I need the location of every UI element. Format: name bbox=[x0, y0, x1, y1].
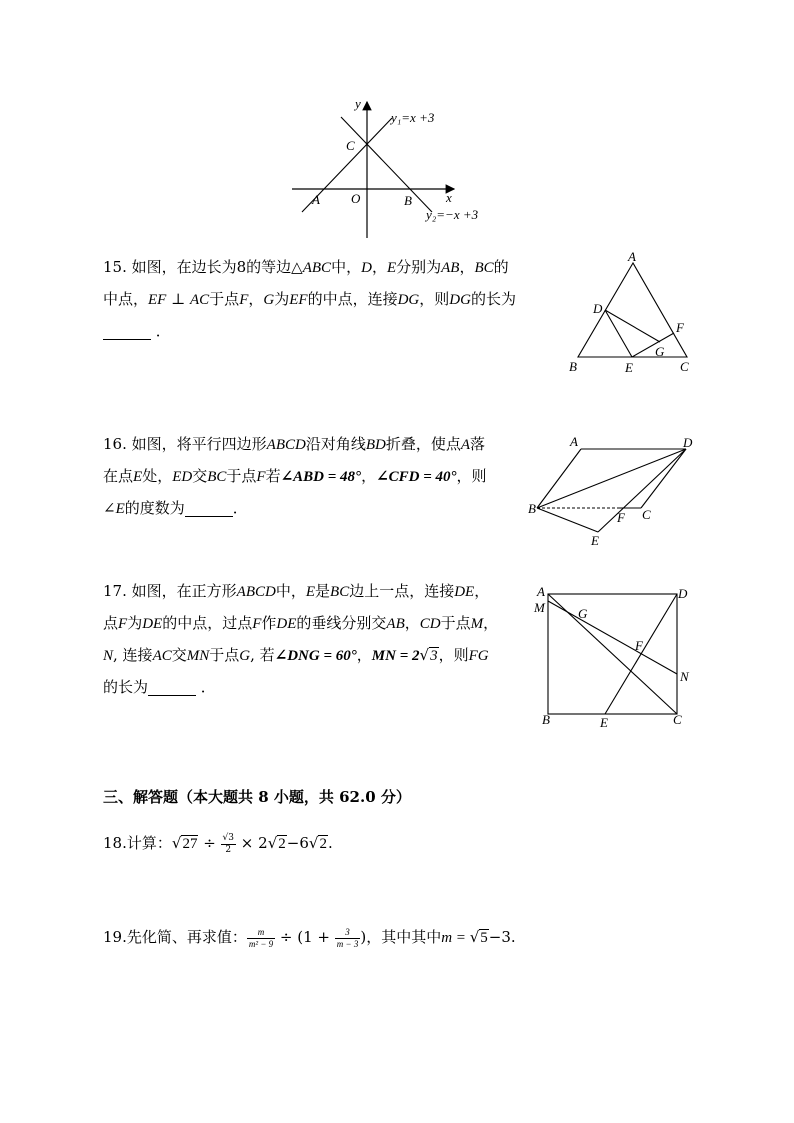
q15-fig-b: B bbox=[569, 359, 577, 374]
q19-sqrt-sign: √ bbox=[469, 928, 480, 946]
q15-fig-e: E bbox=[625, 360, 633, 375]
q18-line bbox=[103, 828, 333, 860]
q18-sqrt2b: 2 bbox=[319, 836, 327, 852]
q16-text-2b: 处， bbox=[142, 467, 173, 485]
q19-end: . bbox=[510, 928, 516, 946]
q17-fg: FG bbox=[468, 648, 489, 664]
q15-ab: AB bbox=[441, 260, 460, 276]
q15-fig-f: F bbox=[676, 320, 684, 335]
q17-e: E bbox=[305, 584, 316, 600]
q18-div: ÷ bbox=[198, 834, 221, 852]
q17-fig-f: F bbox=[635, 638, 643, 653]
q17-f2: F bbox=[252, 616, 262, 632]
x-axis-label: x bbox=[446, 190, 452, 205]
q15-d: D bbox=[361, 260, 372, 276]
q16-text-1c: 折叠，使点 bbox=[385, 435, 461, 453]
q19-meq: m = bbox=[441, 930, 470, 946]
q19-mid: ，其中其中 bbox=[366, 928, 442, 946]
q19-label: 先化简、再求值： bbox=[126, 928, 247, 946]
q18-end: . bbox=[327, 834, 333, 852]
q18-times: × 2 bbox=[236, 834, 268, 852]
q19-number: 19. bbox=[103, 928, 127, 946]
q16-text-1d: 落 bbox=[470, 435, 486, 453]
q18-frac-den: 2 bbox=[225, 844, 232, 855]
q17-text-2f: 于点 bbox=[440, 614, 471, 632]
q17-de2: DE bbox=[142, 616, 163, 632]
q17-ac: AC bbox=[152, 648, 172, 664]
q17-f: F bbox=[118, 616, 128, 632]
q17-fig-n: N bbox=[680, 669, 689, 684]
q17-text-4a: 的长为 bbox=[103, 678, 149, 696]
line-y1-label: y₁=x +3 bbox=[391, 110, 435, 125]
q16-text-2f: ，则 bbox=[456, 467, 487, 485]
q18-sqrt-sign-1: √ bbox=[171, 834, 182, 852]
q17-fig-d: D bbox=[678, 586, 688, 601]
q16-fig-c: C bbox=[642, 507, 651, 522]
q16-angle-e: ∠E bbox=[103, 501, 125, 517]
q19-frac1-num: m bbox=[247, 927, 275, 939]
q17-text-2c: 的中点，过点 bbox=[162, 614, 253, 632]
q19-close: ) bbox=[360, 928, 367, 946]
q16-bc: BC bbox=[207, 469, 227, 485]
q19-line bbox=[103, 922, 516, 954]
q17-mn: MN bbox=[186, 648, 210, 664]
q17-text-3b: 交 bbox=[171, 646, 187, 664]
q18-frac-num: √3 bbox=[222, 832, 235, 843]
q16-text-1b: 沿对角线 bbox=[305, 435, 366, 453]
q15-ac: AC bbox=[190, 292, 210, 308]
q16-fig-b: B bbox=[528, 501, 536, 516]
section-3-title: 三、解答题（本大题共 8 小题，共 62.0 分） bbox=[103, 788, 411, 806]
q16-text-2e: 若 bbox=[265, 467, 281, 485]
q16-fig-d: D bbox=[683, 435, 693, 450]
q18-sqrt-sign-3: √ bbox=[308, 834, 319, 852]
q16-text-2d: 于点 bbox=[226, 467, 257, 485]
q16-e: E bbox=[133, 469, 143, 485]
q15-ef: EF bbox=[148, 292, 167, 308]
q19-frac2-num: 3 bbox=[335, 927, 361, 939]
q15-text-2f: 的长为 bbox=[470, 290, 516, 308]
q18-sqrt2a: 2 bbox=[278, 836, 286, 852]
q18-fraction bbox=[221, 833, 236, 856]
q15-fig-g: G bbox=[655, 344, 665, 359]
q17-de: DE bbox=[454, 584, 475, 600]
q15-g: G bbox=[263, 292, 275, 308]
q16-fig-f: F bbox=[617, 510, 625, 525]
q17-text-1c: 是 bbox=[315, 582, 331, 600]
q18-frac-num-value: 3 bbox=[228, 832, 235, 843]
q19-fraction-1 bbox=[247, 927, 275, 950]
q16-text-2c: 交 bbox=[192, 467, 208, 485]
q16-end: ． bbox=[232, 499, 248, 517]
q17-text-1b: 中， bbox=[275, 582, 306, 600]
q17-fig-a: A bbox=[537, 584, 545, 599]
q17-sep3: ， bbox=[356, 646, 372, 664]
q17-text-1a: 如图，在正方形 bbox=[131, 582, 237, 600]
q19-frac1-den: m² − 9 bbox=[248, 938, 274, 949]
q17-ab: AB bbox=[386, 616, 405, 632]
point-c-label: C bbox=[346, 138, 355, 153]
q17-mn2: MN = 2 bbox=[371, 648, 420, 664]
q15-fig-c: C bbox=[680, 359, 689, 374]
line-y2-label: y₂=−x +3 bbox=[426, 207, 479, 222]
q15-ef2: EF bbox=[289, 292, 308, 308]
q15-text-1c: 分别为 bbox=[396, 258, 442, 276]
q17-text-3d: , 若 bbox=[250, 646, 275, 664]
q16-text-2a: 在点 bbox=[103, 467, 134, 485]
q15-text-1b: 中， bbox=[331, 258, 362, 276]
q17-text-2d: 作 bbox=[261, 614, 277, 632]
q15-dg: DG bbox=[397, 292, 420, 308]
q15-sep3: ， bbox=[248, 290, 264, 308]
q15-abc: ABC bbox=[302, 260, 332, 276]
q17-n: N bbox=[103, 648, 114, 664]
q17-fig-c: C bbox=[673, 712, 682, 727]
q15-fig-d: D bbox=[593, 301, 603, 316]
q16-abcd: ABCD bbox=[266, 437, 306, 453]
q15-e: E bbox=[386, 260, 397, 276]
q16-text-1a: 如图，将平行四边形 bbox=[131, 435, 267, 453]
q19-minus3: −3 bbox=[488, 928, 511, 946]
q16-cond1: ∠ABD = 48° bbox=[280, 469, 362, 485]
q17-fig-e: E bbox=[600, 715, 608, 730]
q17-m: M bbox=[470, 616, 484, 632]
q17-text-2b: 为 bbox=[127, 614, 143, 632]
section-3-heading bbox=[103, 782, 411, 813]
q15-text-2b: 于点 bbox=[209, 290, 240, 308]
q17-fig-b: B bbox=[542, 712, 550, 727]
q19-fraction-2 bbox=[335, 927, 361, 950]
q19-frac2-den: m − 3 bbox=[336, 938, 359, 949]
q17-sqrt3: 3 bbox=[430, 648, 438, 664]
q15-sep2: ， bbox=[459, 258, 475, 276]
q17-g: G bbox=[239, 648, 251, 664]
q17-text-1d: 边上一点，连接 bbox=[349, 582, 455, 600]
q16-bd: BD bbox=[365, 437, 386, 453]
q17-fig-m: M bbox=[534, 600, 545, 615]
origin-label: O bbox=[351, 191, 361, 206]
q18-sqrt-sign-2: √ bbox=[267, 834, 278, 852]
q17-de3: DE bbox=[276, 616, 297, 632]
q15-text-2d: 的中点，连接 bbox=[307, 290, 398, 308]
q15-text-1a: 如图，在边长为8的等边△ bbox=[131, 258, 303, 276]
q17-text-1e: ， bbox=[474, 582, 490, 600]
q15-f: F bbox=[239, 292, 249, 308]
q16-ed: ED bbox=[172, 469, 193, 485]
q17-end: ． bbox=[200, 678, 216, 696]
q17-cond1: ∠DNG = 60° bbox=[274, 648, 357, 664]
q17-abcd: ABCD bbox=[236, 584, 276, 600]
q15-fig-a: A bbox=[628, 249, 636, 264]
q15-perp: ⊥ bbox=[166, 290, 190, 308]
q15-text-2e: ，则 bbox=[419, 290, 450, 308]
q19-div: ÷ (1 + bbox=[275, 928, 335, 946]
y-axis-label: y bbox=[355, 96, 361, 111]
point-a-label: A bbox=[312, 192, 320, 207]
q15-text-2c: 为 bbox=[274, 290, 290, 308]
q17-text-3a: , 连接 bbox=[113, 646, 153, 664]
q18-number: 18. bbox=[103, 834, 127, 852]
q17-fig-g: G bbox=[578, 606, 588, 621]
q17-bc: BC bbox=[330, 584, 350, 600]
q16-number: 16. bbox=[103, 435, 127, 453]
q16-f: F bbox=[256, 469, 266, 485]
q16-sep: ， bbox=[361, 467, 377, 485]
q17-text-3e: ，则 bbox=[438, 646, 469, 664]
q18-text bbox=[103, 828, 333, 860]
q15-dg2: DG bbox=[449, 292, 471, 308]
q16-text-3b: 的度数为 bbox=[124, 499, 185, 517]
q18-minus: −6 bbox=[286, 834, 309, 852]
q15-end: ． bbox=[155, 322, 171, 340]
q15-text-1d: 的 bbox=[493, 258, 509, 276]
q19-sqrt5: 5 bbox=[480, 930, 488, 946]
q19-text bbox=[103, 922, 516, 954]
q17-sep2: ， bbox=[483, 614, 499, 632]
q16-fig-a: A bbox=[570, 434, 578, 449]
q18-label: 计算： bbox=[126, 834, 172, 852]
q15-number: 15. bbox=[103, 258, 127, 276]
q15-bc: BC bbox=[474, 260, 494, 276]
q17-cd: CD bbox=[419, 616, 441, 632]
q17-text-2e: 的垂线分别交 bbox=[296, 614, 387, 632]
point-b-label: B bbox=[404, 193, 412, 208]
q17-text-3c: 于点 bbox=[209, 646, 240, 664]
q17-number: 17. bbox=[103, 582, 127, 600]
q18-sqrt27: 27 bbox=[182, 836, 198, 852]
q15-text-2a: 中点， bbox=[103, 290, 149, 308]
q17-text-2a: 点 bbox=[103, 614, 119, 632]
q16-a: A bbox=[460, 437, 471, 453]
q16-cond2: ∠CFD = 40° bbox=[376, 469, 457, 485]
q16-fig-e: E bbox=[591, 533, 599, 548]
q17-sqrt-sign: √ bbox=[419, 646, 430, 664]
q17-sep1: ， bbox=[404, 614, 420, 632]
q15-sep1: ， bbox=[371, 258, 387, 276]
